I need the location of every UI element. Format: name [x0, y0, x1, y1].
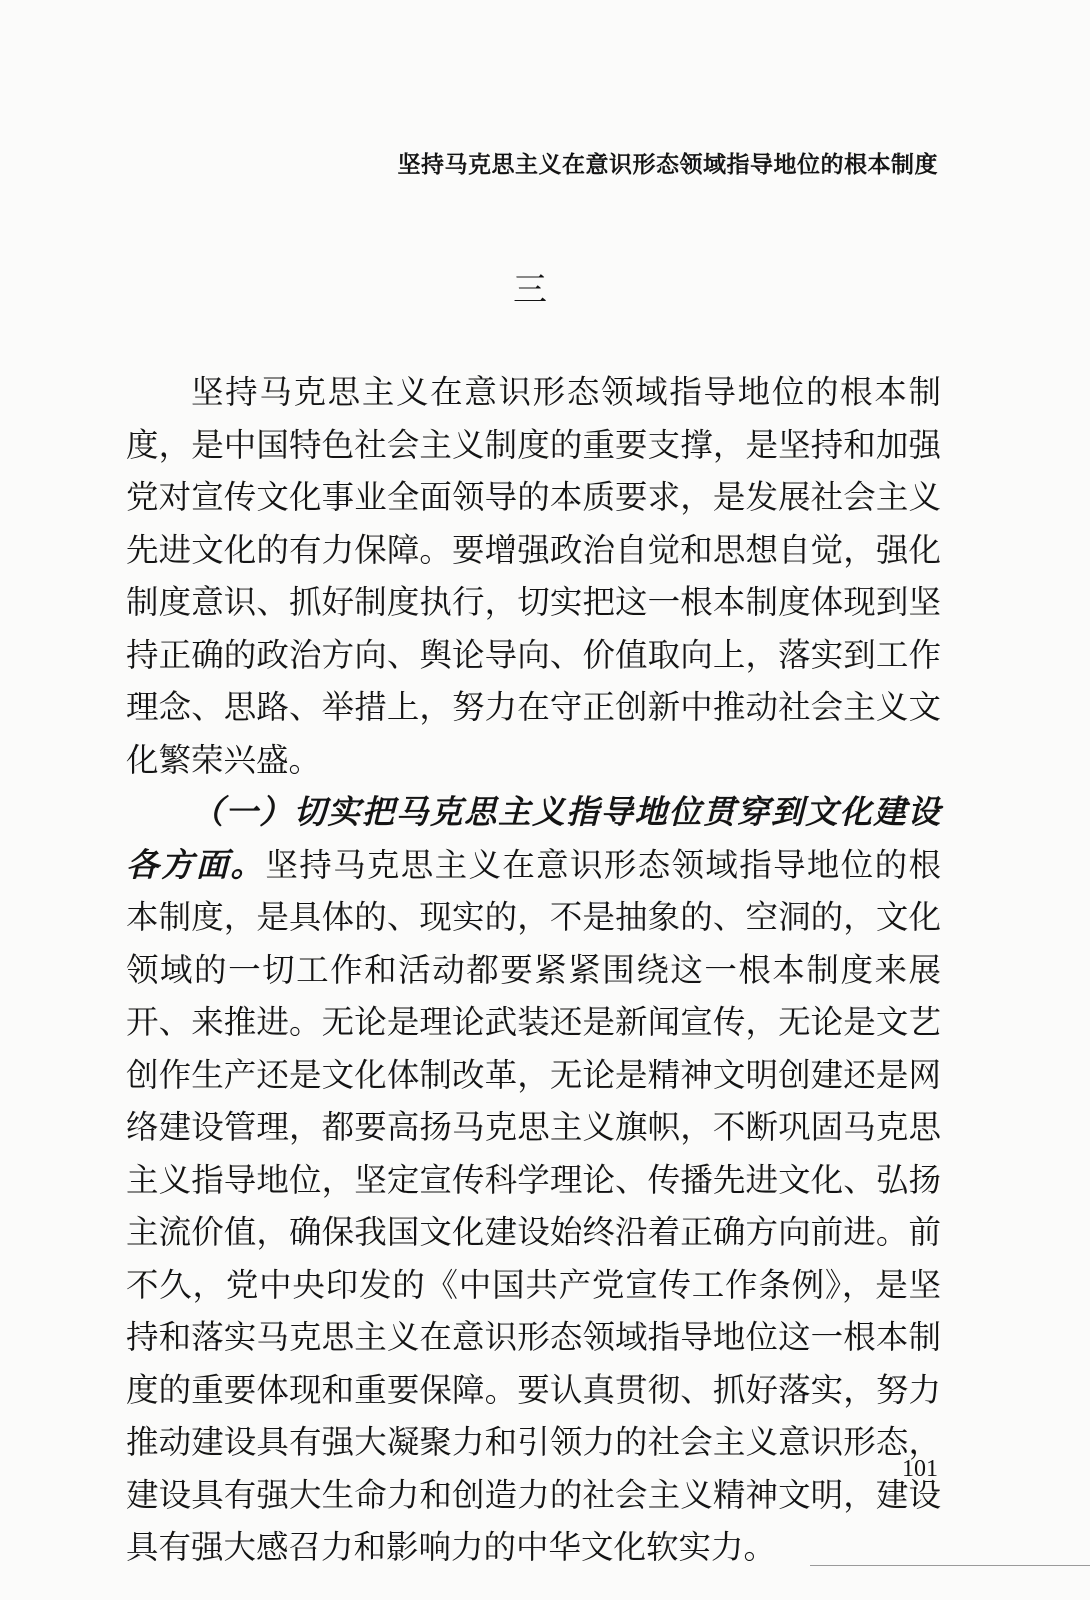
running-head: 坚持马克思主义在意识形态领域指导地位的根本制度	[397, 152, 938, 178]
paragraph	[126, 366, 941, 786]
subsection-heading: （一）切实把马克思主义指导地位贯穿到文化建设各方面。	[126, 792, 941, 884]
paragraph-text: 坚持马克思主义在意识形态领域指导地位的根本制度，是具体的、现实的，不是抽象的、空洞的，文化领域的一切工作和活动都要紧紧围绕这一根本制度来展开、来推进。无论是理论武装还是新闻宣传，无论是文艺创作生产还是文化体制改革，无论是精神文明创建还是网络建设管理，都要高扬马克思主义旗帜，不断巩固马克思主义指导地位，坚定宣传科学理论、传播先进文化、弘扬主流价值，确保我国文化建设始终沿着正确方向前进。前不久，党中央印发的《中国共产党宣传工作条例》，是坚持和落实马克思主义在意识形态领域指导地位这一根本制度的重要体现和重要保障。要认真贯彻、抓好落实，努力推动建设具有强大凝聚力和引领力的社会主义意识形态，建设具有强大生命力和创造力的社会主义精神文明，建设具有强大感召力和影响力的中华文化软实力。	[126, 845, 941, 1566]
body-text	[126, 366, 941, 1574]
page-number: 101	[902, 1456, 938, 1482]
paragraph-text: 坚持马克思主义在意识形态领域指导地位的根本制度，是中国特色社会主义制度的重要支撑，是坚持和加强党对宣传文化事业全面领导的本质要求，是发展社会主义先进文化的有力保障。要增强政治自觉和思想自觉，强化制度意识、抓好制度执行，切实把这一根本制度体现到坚持正确的政治方向、舆论导向、价值取向上，落实到工作理念、思路、举措上，努力在守正创新中推动社会主义文化繁荣兴盛。	[126, 373, 941, 779]
section-numeral: 三	[513, 270, 547, 310]
paragraph	[126, 786, 941, 1574]
bottom-edge-rule	[810, 1565, 1090, 1566]
